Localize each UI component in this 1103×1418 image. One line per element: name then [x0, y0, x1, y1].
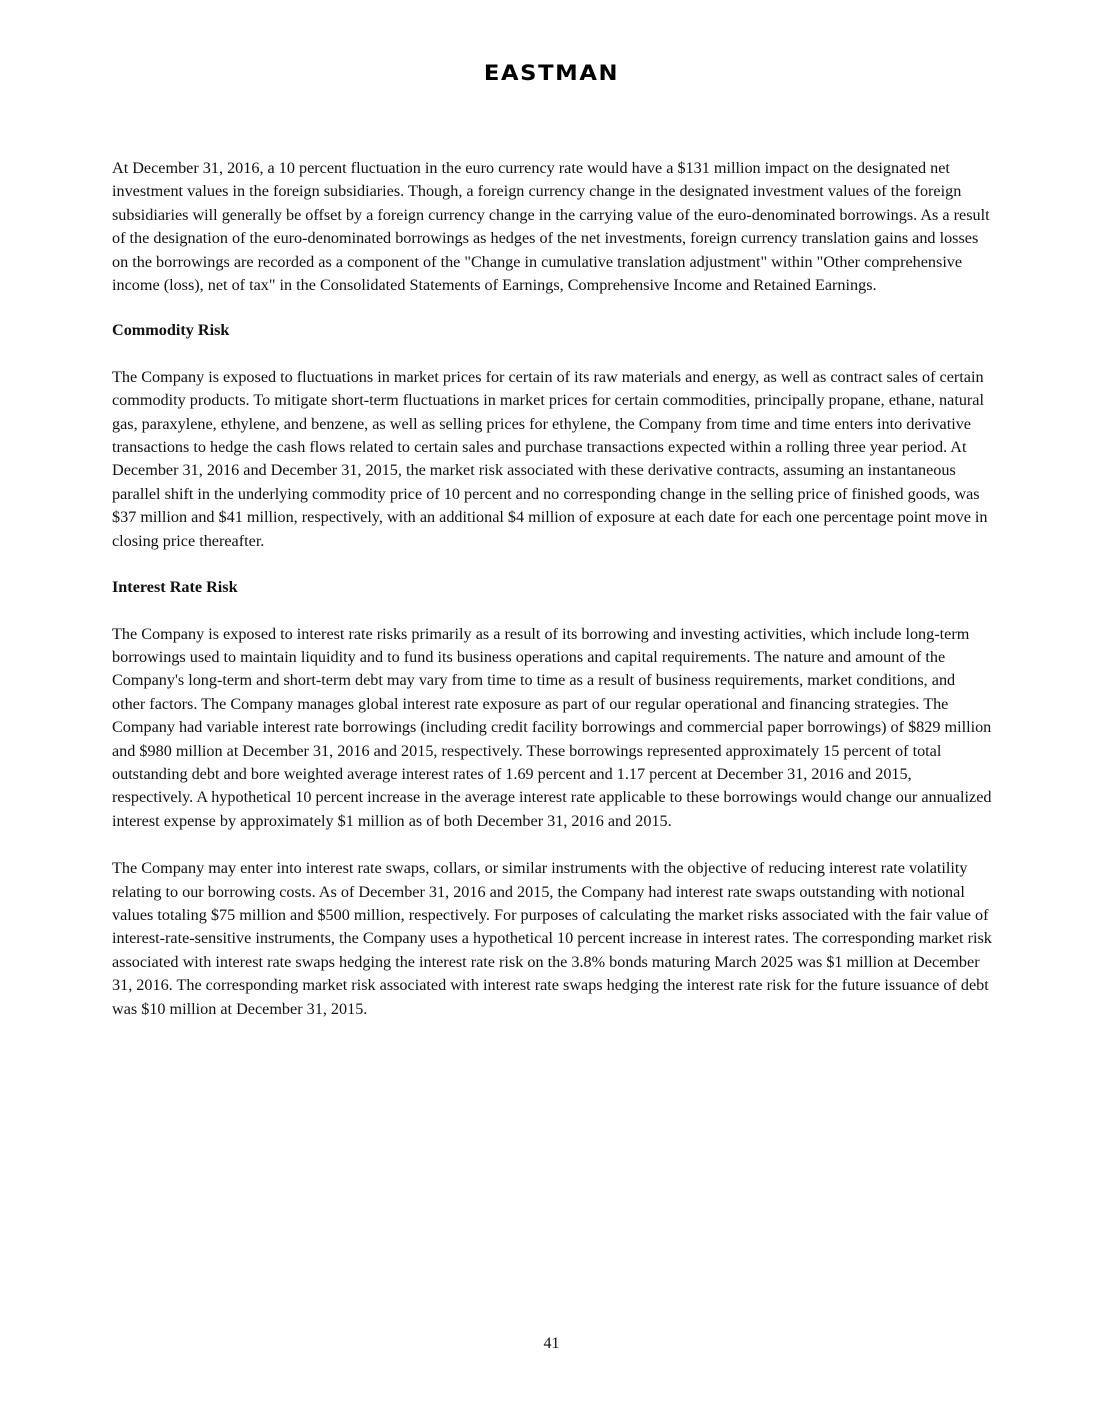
paragraph-interest-rate-swaps: The Company may enter into interest rate swaps, collars, or similar instruments with the objective of reducing interest rate volatility relating to our borrowing costs. As of December 31, 2016 and 2015, the Company had interest rate swaps outstanding with notional values totaling $75 million and $500 million, respectively. For purposes of calculating the market risks associated with the fair value of interest-rate-sensitive instruments, the Company uses a hypothetical 10 percent increase in interest rates. The corresponding market risk associated with interest rate swaps hedging the interest rate risk on the 3.8% bonds maturing March 2025 was $1 million at December 31, 2016. The corresponding market risk associated with interest rate swaps hedging the interest rate risk for the future issuance of debt was $10 million at December 31, 2015.: [112, 859, 992, 1018]
paragraph-currency-impact: At December 31, 2016, a 10 percent fluctuation in the euro currency rate would have a $131 million impact on the designated net investment values in the foreign subsidiaries. Though, a foreign currency change in the designated investment values of the foreign subsidiaries will generally be offset by a foreign currency change in the carrying value of the euro-denominated borrowings. As a result of the designation of the euro-denominated borrowings as hedges of the net investments, foreign currency translation gains and losses on the borrowings are recorded as a component of the "Change in cumulative translation adjustment" within "Other comprehensive income (loss), net of tax" in the Consolidated Statements of Earnings, Comprehensive Income and Retained Earnings.: [112, 159, 990, 295]
page-number: 41: [543, 1335, 560, 1352]
paragraph-interest-rate-risk: The Company is exposed to interest rate risks primarily as a result of its borrowing and investing activities, which include long-term borrowings used to maintain liquidity and to fund its business operations and capital requirements. The nature and amount of the Company's long-term and short-term debt may vary from time to time as a result of business requirements, market conditions, and other factors. The Company manages global interest rate exposure as part of our regular operational and financing strategies. The Company had variable interest rate borrowings (including credit facility borrowings and commercial paper borrowings) of $829 million and $980 million at December 31, 2016 and 2015, respectively. These borrowings represented approximately 15 percent of total outstanding debt and bore weighted average interest rates of 1.69 percent and 1.17 percent at December 31, 2016 and 2015, respectively. A hypothetical 10 percent increase in the average interest rate applicable to these borrowings would change our annualized interest expense by approximately $1 million as of both December 31, 2016 and 2015.: [112, 624, 992, 830]
company-logo: EASTMAN: [483, 61, 620, 85]
paragraph-commodity-risk: The Company is exposed to fluctuations in market prices for certain of its raw materials and energy, as well as contract sales of certain commodity products. To mitigate short-term fluctuations in market prices for certain commodities, principally propane, ethane, natural gas, paraxylene, ethylene, and benzene, as well as selling prices for ethylene, the Company from time and time enters into derivative transactions to hedge the cash flows related to certain sales and purchase transactions expected within a rolling three year period. At December 31, 2016 and December 31, 2015, the market risk associated with these derivative contracts, assuming an instantaneous parallel shift in the underlying commodity price of 10 percent and no corresponding change in the selling price of finished goods, was $37 million and $41 million, respectively, with an additional $4 million of exposure at each date for each one percentage point move in closing price thereafter.: [112, 367, 988, 550]
section-heading-interest-rate-risk: Interest Rate Risk: [112, 578, 238, 597]
document-body: [112, 157, 992, 1021]
section-heading-commodity-risk: Commodity Risk: [112, 321, 230, 340]
